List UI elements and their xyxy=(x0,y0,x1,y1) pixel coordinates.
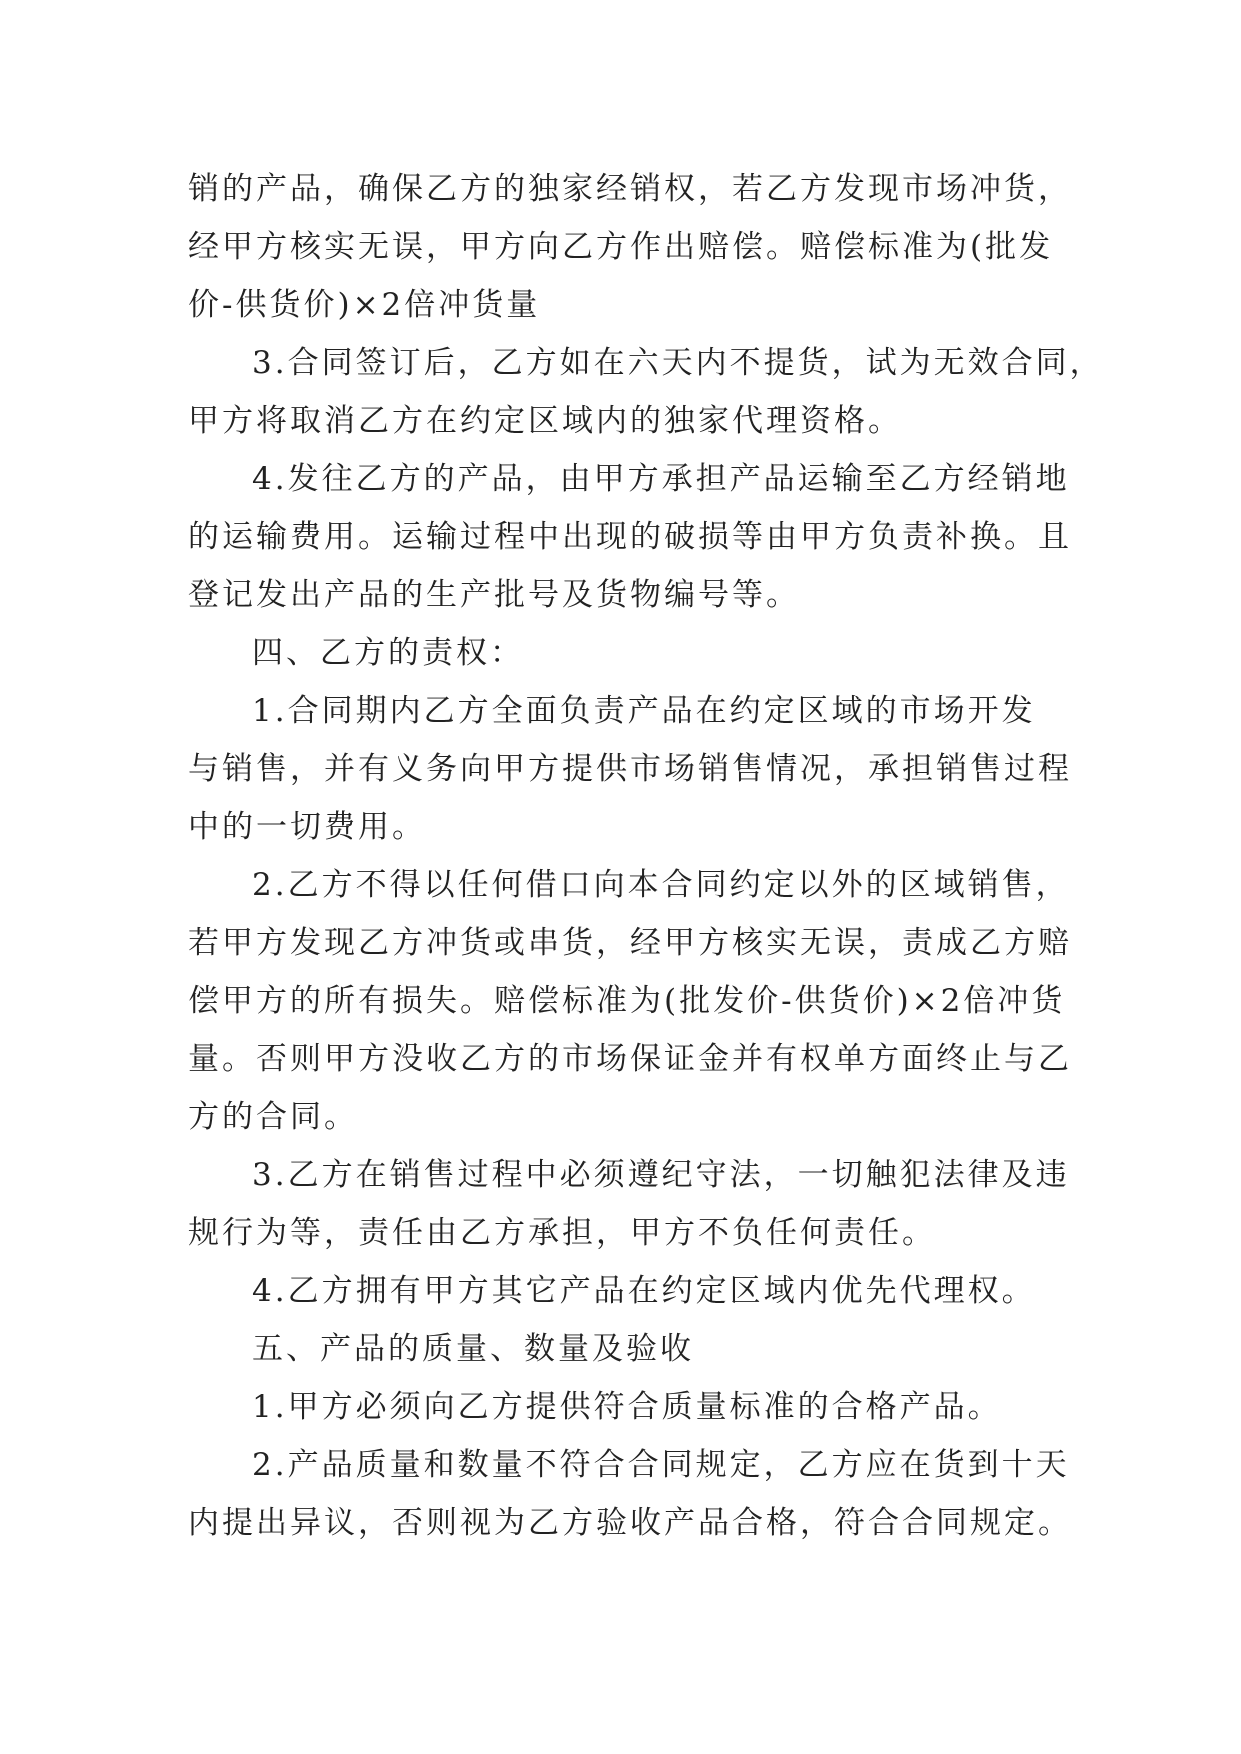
text-line: 的运输费用。运输过程中出现的破损等由甲方负责补换。且 xyxy=(188,519,1072,555)
clause-line: 3.乙方在销售过程中必须遵纪守法，一切触犯法律及违 xyxy=(252,1157,1070,1193)
clause-line: 2.乙方不得以任何借口向本合同约定以外的区域销售， xyxy=(252,867,1070,903)
clause-line: 3.合同签订后，乙方如在六天内不提货，试为无效合同， xyxy=(252,345,1104,381)
document-body xyxy=(188,160,1104,1552)
text-line: 若甲方发现乙方冲货或串货，经甲方核实无误，责成乙方赔 xyxy=(188,925,1072,961)
text-line: 登记发出产品的生产批号及货物编号等。 xyxy=(188,577,800,613)
section-heading: 五、产品的质量、数量及验收 xyxy=(252,1331,694,1367)
clause-line: 2.产品质量和数量不符合合同规定，乙方应在货到十天 xyxy=(252,1447,1070,1483)
text-line: 与销售，并有义务向甲方提供市场销售情况，承担销售过程 xyxy=(188,751,1072,787)
section-heading: 四、乙方的责权： xyxy=(252,635,524,671)
clause-line: 4.乙方拥有甲方其它产品在约定区域内优先代理权。 xyxy=(252,1273,1036,1309)
clause-line: 1.甲方必须向乙方提供符合质量标准的合格产品。 xyxy=(252,1389,1002,1425)
text-line: 经甲方核实无误，甲方向乙方作出赔偿。赔偿标准为(批发 xyxy=(188,229,1054,265)
clause-line: 4.发往乙方的产品，由甲方承担产品运输至乙方经销地 xyxy=(252,461,1070,497)
text-line: 价-供货价)×2倍冲货量 xyxy=(188,287,541,323)
text-line: 内提出异议，否则视为乙方验收产品合格，符合合同规定。 xyxy=(188,1505,1072,1541)
text-line: 方的合同。 xyxy=(188,1099,358,1135)
text-line: 甲方将取消乙方在约定区域内的独家代理资格。 xyxy=(188,403,902,439)
text-line: 偿甲方的所有损失。赔偿标准为(批发价-供货价)×2倍冲货 xyxy=(188,983,1066,1019)
clause-line: 1.合同期内乙方全面负责产品在约定区域的市场开发 xyxy=(252,693,1036,729)
text-line: 规行为等，责任由乙方承担，甲方不负任何责任。 xyxy=(188,1215,936,1251)
text-line: 量。否则甲方没收乙方的市场保证金并有权单方面终止与乙 xyxy=(188,1041,1072,1077)
text-line: 销的产品，确保乙方的独家经销权，若乙方发现市场冲货， xyxy=(188,171,1072,207)
text-line: 中的一切费用。 xyxy=(188,809,426,845)
